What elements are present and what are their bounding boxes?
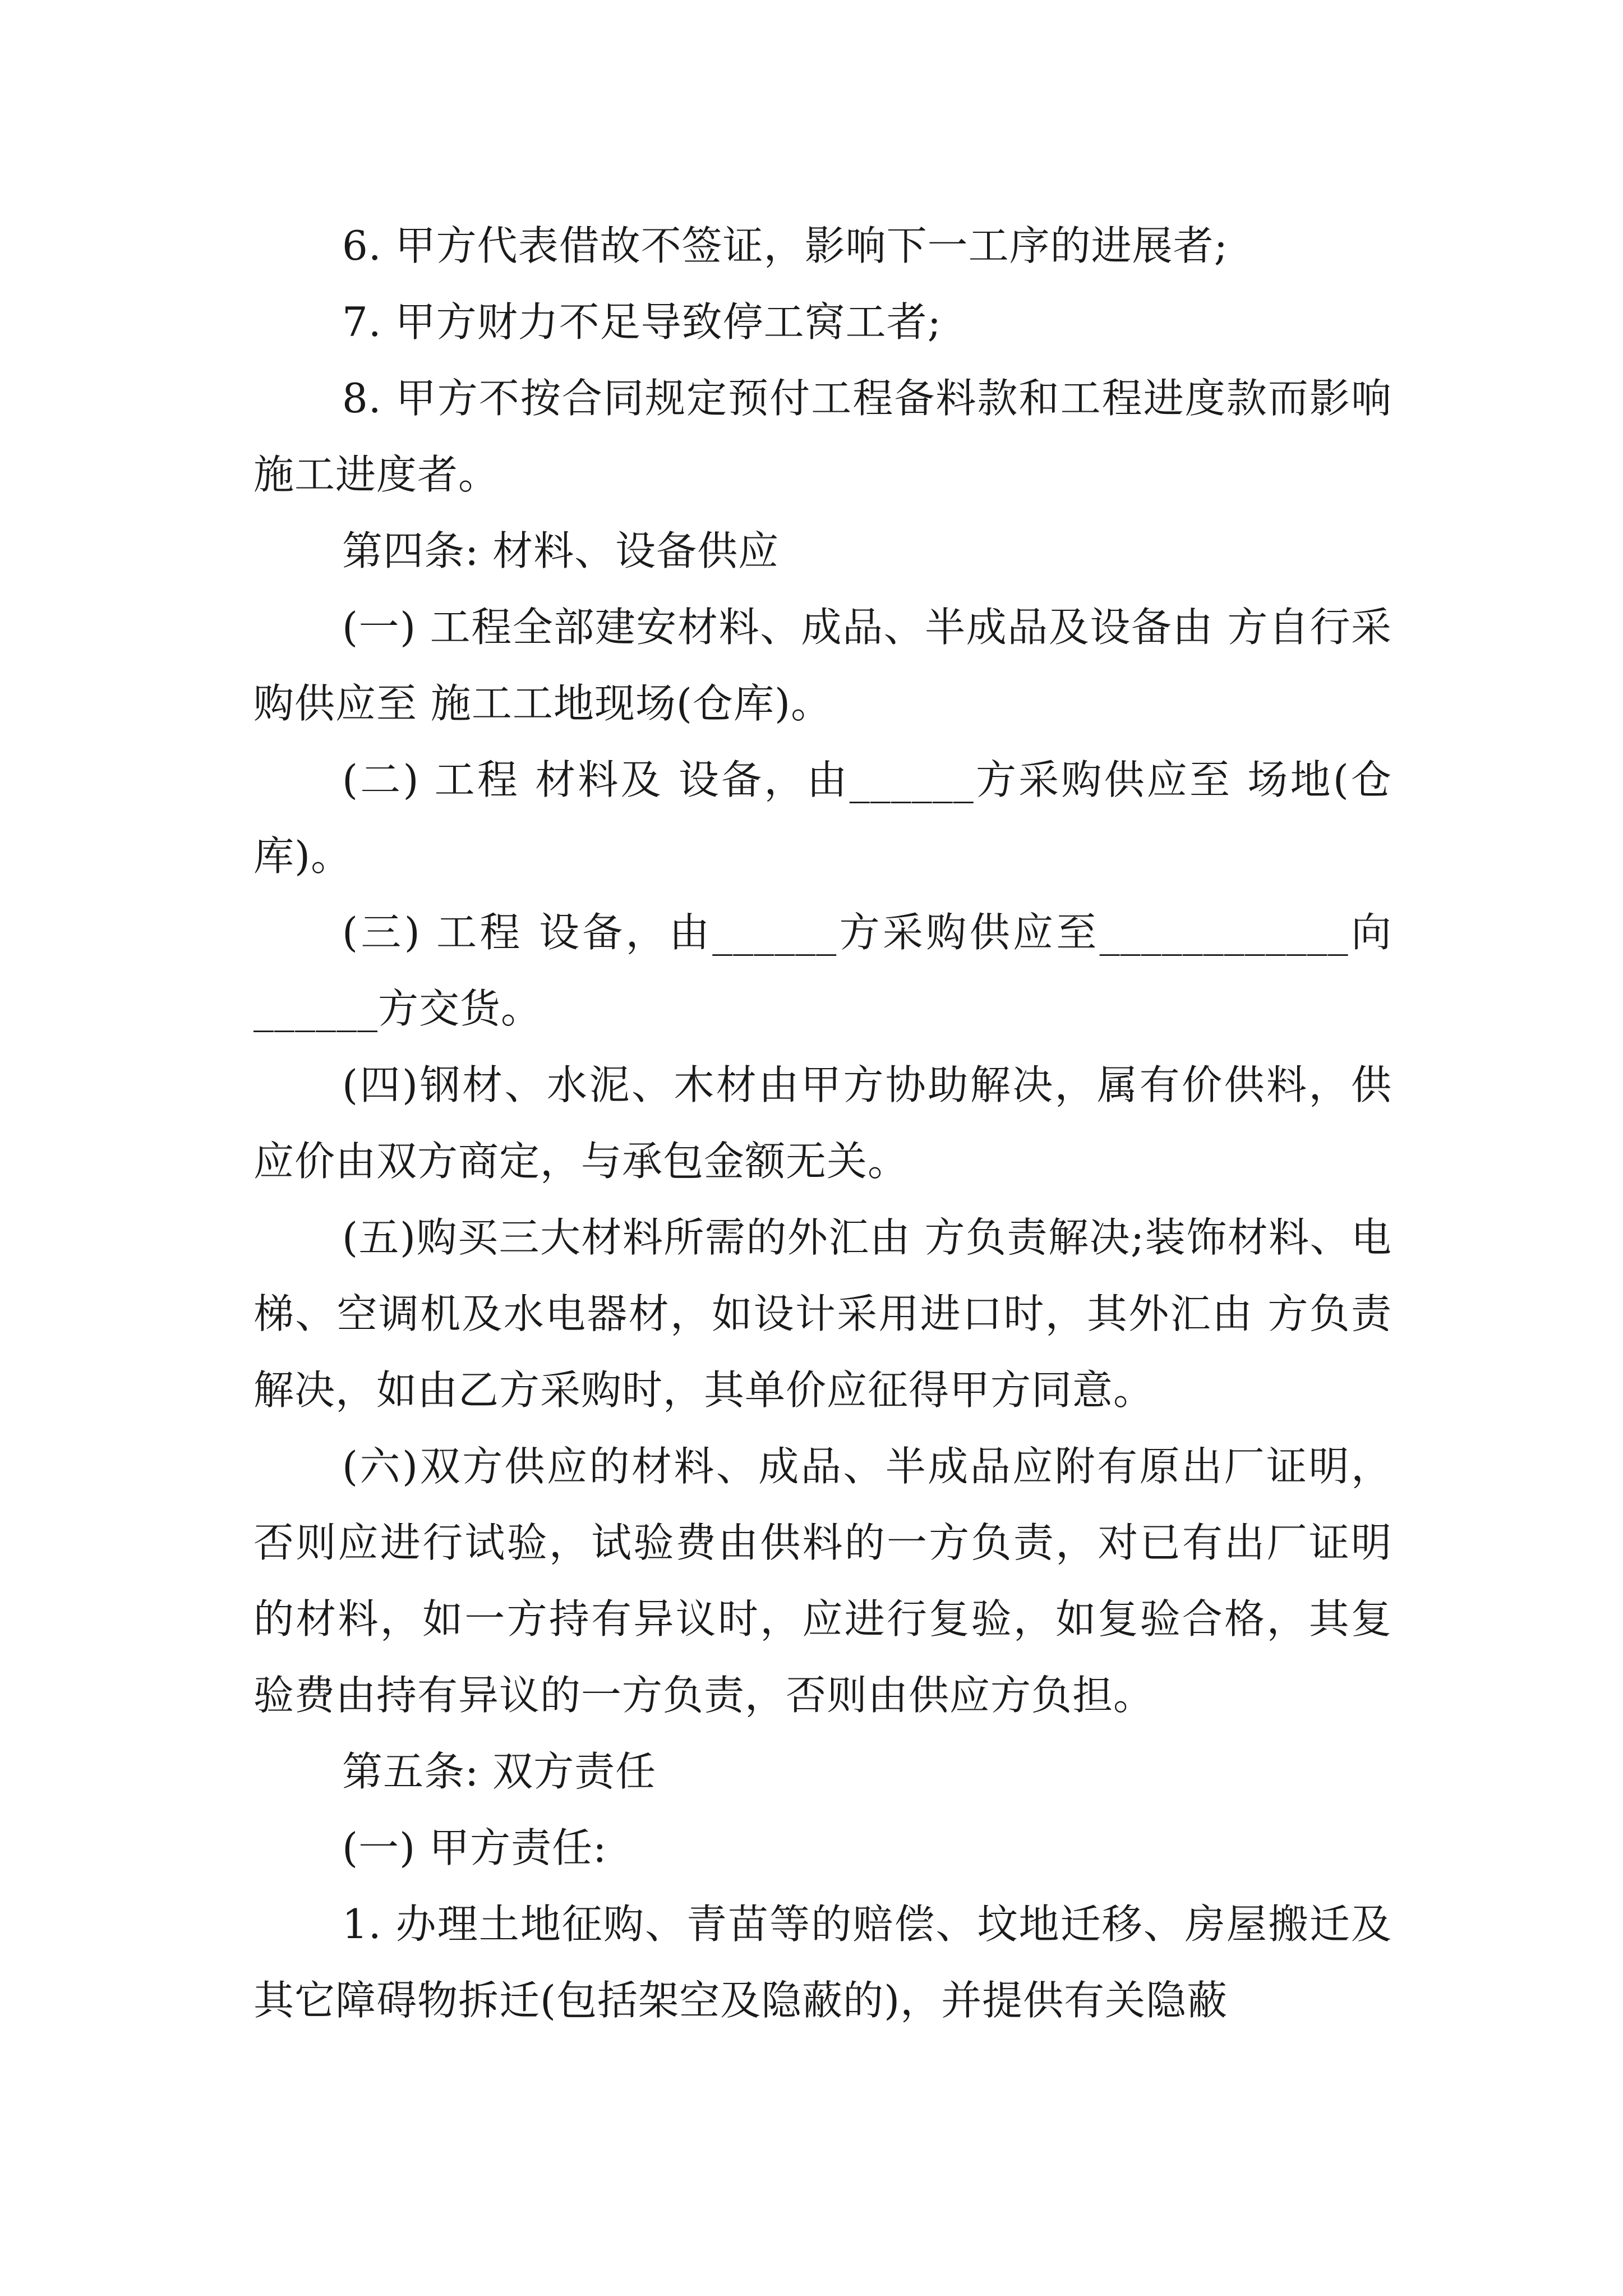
paragraph-clause-2: (二) 工程 材料及 设备，由______方采购供应至 场地(仓库)。 — [253, 756, 1392, 880]
paragraph-clause-4: (四)钢材、水泥、木材由甲方协助解决，属有价供料，供应价由双方商定，与承包金额无关。 — [253, 1061, 1392, 1185]
paragraph-item-7: 7. 甲方财力不足导致停工窝工者; — [342, 298, 942, 346]
paragraph-clause-5: (五)购买三大材料所需的外汇由 方负责解决;装饰材料、电梯、空调机及水电器材，如设计采用进口时，其外汇由 方负责解决，如由乙方采购时，其单价应征得甲方同意。 — [253, 1214, 1392, 1414]
article-five-heading: 第五条: 双方责任 — [342, 1748, 657, 1795]
paragraph-clause-6: (六)双方供应的材料、成品、半成品应附有原出厂证明，否则应进行试验，试验费由供料的一方负责，对已有出厂证明的材料，如一方持有异议时，应进行复验，如复验合格，其复验费由持有异议的一方负责，否则由供应方负担。 — [253, 1443, 1392, 1719]
document-body — [253, 208, 1392, 2039]
paragraph-clause-1: (一) 工程全部建安材料、成品、半成品及设备由 方自行采购供应至 施工工地现场(仓库)。 — [253, 604, 1392, 727]
party-a-item-1: 1. 办理土地征购、青苗等的赔偿、坟地迁移、房屋搬迁及其它障碍物拆迁(包括架空及隐蔽的)，并提供有关隐蔽 — [253, 1901, 1392, 2024]
paragraph-item-6: 6. 甲方代表借故不签证，影响下一工序的进展者; — [342, 222, 1228, 269]
article-four-heading: 第四条: 材料、设备供应 — [342, 527, 780, 574]
paragraph-item-8: 8. 甲方不按合同规定预付工程备料款和工程进度款而影响施工进度者。 — [253, 375, 1392, 498]
party-a-responsibility-heading: (一) 甲方责任: — [342, 1824, 607, 1871]
paragraph-clause-3: (三) 工程 设备，由______方采购供应至____________向______方交货。 — [253, 909, 1392, 1032]
